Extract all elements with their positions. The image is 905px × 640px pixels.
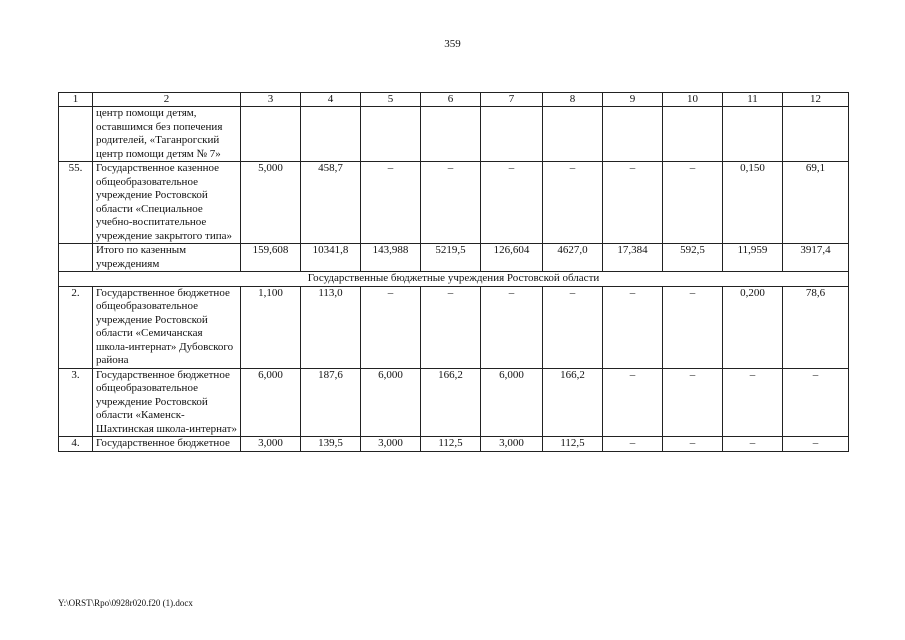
- cell-value: 0,150: [723, 162, 783, 244]
- table-row: [59, 107, 849, 162]
- cell-value: 17,384: [603, 244, 663, 272]
- row-number: 55.: [59, 162, 93, 244]
- table-row: [59, 162, 849, 244]
- cell-value: 3,000: [241, 437, 301, 452]
- cell-value: 112,5: [421, 437, 481, 452]
- table-row: [59, 437, 849, 452]
- row-number: 4.: [59, 437, 93, 452]
- cell-value: –: [723, 368, 783, 437]
- column-header: 6: [421, 93, 481, 107]
- cell-value: 139,5: [301, 437, 361, 452]
- cell-value: 5219,5: [421, 244, 481, 272]
- cell-value: [421, 107, 481, 162]
- column-header: 3: [241, 93, 301, 107]
- column-header: 8: [543, 93, 603, 107]
- cell-value: 126,604: [481, 244, 543, 272]
- cell-value: –: [723, 437, 783, 452]
- cell-value: 166,2: [421, 368, 481, 437]
- cell-value: 187,6: [301, 368, 361, 437]
- cell-value: [783, 107, 849, 162]
- cell-value: 143,988: [361, 244, 421, 272]
- cell-value: –: [603, 162, 663, 244]
- cell-value: –: [603, 286, 663, 368]
- cell-value: 3,000: [361, 437, 421, 452]
- cell-value: –: [663, 162, 723, 244]
- column-header: 9: [603, 93, 663, 107]
- cell-value: –: [421, 162, 481, 244]
- institution-name: центр помощи детям, оставшимся без попечения родителей, «Таганрогский центр помощи детям № 7»: [93, 107, 241, 162]
- cell-value: –: [663, 286, 723, 368]
- budget-table: [58, 92, 849, 452]
- cell-value: 0,200: [723, 286, 783, 368]
- column-header: 4: [301, 93, 361, 107]
- row-number: [59, 107, 93, 162]
- column-header: 10: [663, 93, 723, 107]
- cell-value: 113,0: [301, 286, 361, 368]
- table-row: [59, 368, 849, 437]
- cell-value: 5,000: [241, 162, 301, 244]
- table-header-row: [59, 93, 849, 107]
- cell-value: –: [603, 368, 663, 437]
- cell-value: 3,000: [481, 437, 543, 452]
- institution-name: Государственное бюджетное: [93, 437, 241, 452]
- column-header: 11: [723, 93, 783, 107]
- row-number: 2.: [59, 286, 93, 368]
- institution-name: Государственное казенное общеобразовательное учреждение Ростовской области «Специальное учебно-воспитательное учреждение закрытого типа»: [93, 162, 241, 244]
- cell-value: 112,5: [543, 437, 603, 452]
- cell-value: –: [543, 286, 603, 368]
- cell-value: 3917,4: [783, 244, 849, 272]
- cell-value: –: [421, 286, 481, 368]
- cell-value: 78,6: [783, 286, 849, 368]
- cell-value: 4627,0: [543, 244, 603, 272]
- column-header: 2: [93, 93, 241, 107]
- cell-value: 11,959: [723, 244, 783, 272]
- cell-value: –: [361, 286, 421, 368]
- cell-value: 10341,8: [301, 244, 361, 272]
- cell-value: –: [663, 437, 723, 452]
- cell-value: –: [361, 162, 421, 244]
- page-number: 359: [444, 38, 461, 50]
- institution-name: Государственное бюджетное общеобразовательное учреждение Ростовской области «Каменск-Шахтинская школа-интернат»: [93, 368, 241, 437]
- cell-value: [543, 107, 603, 162]
- cell-value: 69,1: [783, 162, 849, 244]
- cell-value: 6,000: [241, 368, 301, 437]
- column-header: 7: [481, 93, 543, 107]
- cell-value: [723, 107, 783, 162]
- column-header: 1: [59, 93, 93, 107]
- institution-name: Государственное бюджетное общеобразовательное учреждение Ростовской области «Семичанская школа-интернат» Дубовского района: [93, 286, 241, 368]
- cell-value: [301, 107, 361, 162]
- cell-value: 458,7: [301, 162, 361, 244]
- footer-file-path: Y:\ORST\Rpo\0928r020.f20 (1).docx: [58, 598, 193, 608]
- cell-value: 6,000: [481, 368, 543, 437]
- cell-value: 159,608: [241, 244, 301, 272]
- cell-value: –: [783, 368, 849, 437]
- cell-value: –: [481, 286, 543, 368]
- row-number: [59, 244, 93, 272]
- cell-value: –: [663, 368, 723, 437]
- cell-value: 1,100: [241, 286, 301, 368]
- cell-value: –: [481, 162, 543, 244]
- cell-value: 6,000: [361, 368, 421, 437]
- cell-value: [241, 107, 301, 162]
- table-row-total: [59, 244, 849, 272]
- table-row: [59, 286, 849, 368]
- cell-value: [663, 107, 723, 162]
- cell-value: [361, 107, 421, 162]
- institution-name: Итого по казенным учреждениям: [93, 244, 241, 272]
- row-number: 3.: [59, 368, 93, 437]
- cell-value: –: [783, 437, 849, 452]
- cell-value: –: [543, 162, 603, 244]
- cell-value: [481, 107, 543, 162]
- column-header: 12: [783, 93, 849, 107]
- cell-value: 592,5: [663, 244, 723, 272]
- cell-value: 166,2: [543, 368, 603, 437]
- cell-value: [603, 107, 663, 162]
- section-title: Государственные бюджетные учреждения Ростовской области: [59, 272, 849, 287]
- cell-value: –: [603, 437, 663, 452]
- column-header: 5: [361, 93, 421, 107]
- section-row: [59, 272, 849, 287]
